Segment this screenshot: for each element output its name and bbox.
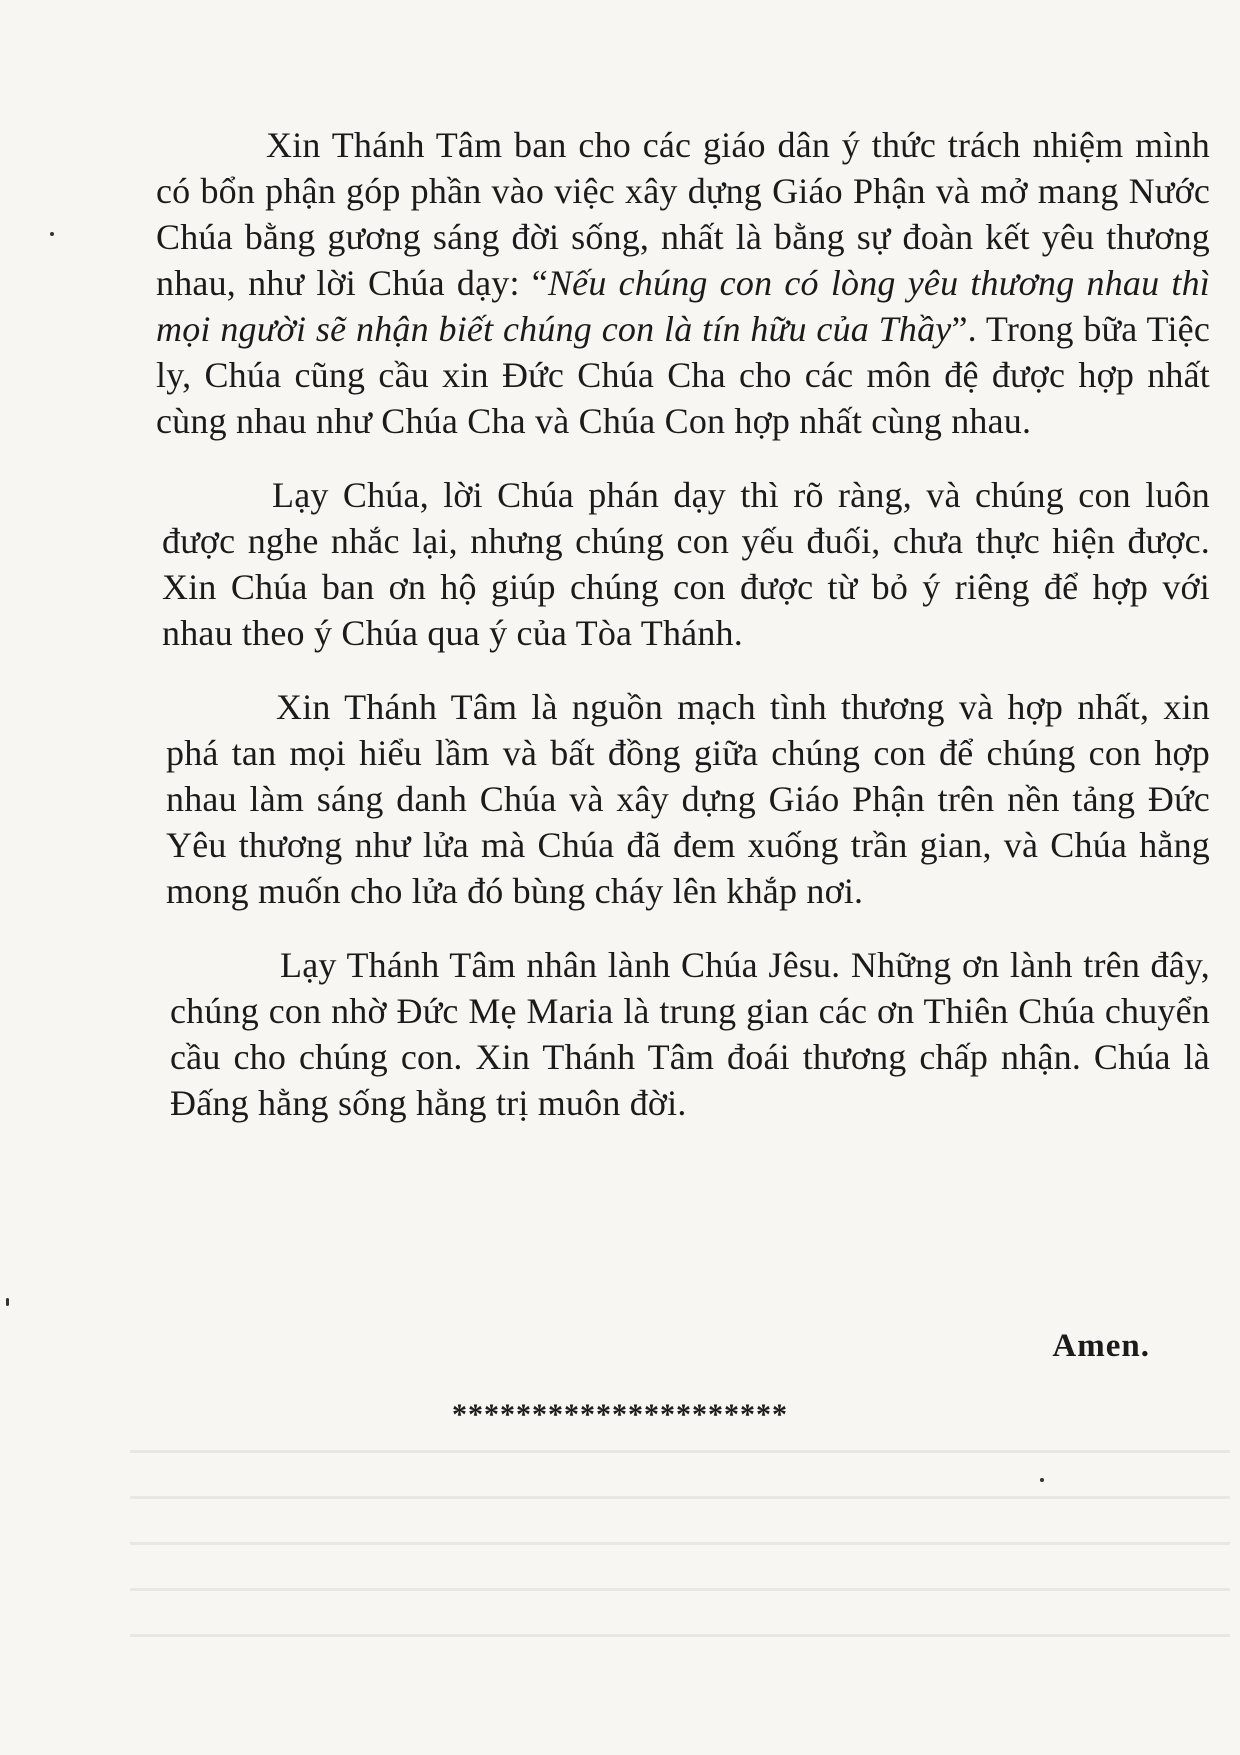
scan-speck (50, 232, 54, 236)
paragraph-1-text-end: ”. Trong bữa Tiệc ly, Chúa cũng cầu xin Đức Chúa Cha cho các môn đệ được hợp nhất cùng nhau như Chúa Cha và Chúa Con hợp nhất cùng nhau. (156, 309, 1210, 441)
asterisk-divider: ********************* (452, 1398, 788, 1431)
scan-speck (1040, 1478, 1044, 1482)
paragraph-4: Lạy Thánh Tâm nhân lành Chúa Jêsu. Những ơn lành trên đây, chúng con nhờ Đức Mẹ Maria là trung gian các ơn Thiên Chúa chuyển cầu cho chúng con. Xin Thánh Tâm đoái thương chấp nhận. Chúa là Đấng hằng sống hằng trị muôn đời. (170, 945, 1210, 1123)
paragraph-3: Xin Thánh Tâm là nguồn mạch tình thương và hợp nhất, xin phá tan mọi hiểu lầm và bất đồng giữa chúng con để chúng con hợp nhau làm sáng danh Chúa và xây dựng Giáo Phận trên nền tảng Đức Yêu thương như lửa mà Chúa đã đem xuống trần gian, và Chúa hằng mong muốn cho lửa đó bùng cháy lên khắp nơi. (166, 687, 1210, 911)
scripture-quote: Nếu chúng con có lòng yêu thương nhau thì mọi người sẽ nhận biết chúng con là tín hữu của Thầy (156, 263, 1210, 349)
closing-amen: Amen. (1052, 1328, 1150, 1364)
paragraph-1-text: Xin Thánh Tâm ban cho các giáo dân ý thức trách nhiệm mình có bổn phận góp phần vào việc xây dựng Giáo Phận và mở mang Nước Chúa bằng gương sáng đời sống, nhất là bằng sự đoàn kết yêu thương nhau, như lời Chúa dạy: “ (156, 125, 1210, 303)
scan-speck (6, 1298, 9, 1306)
show-through-background (130, 1450, 1230, 1680)
prayer-text-block (156, 122, 1210, 1126)
paragraph-2: Lạy Chúa, lời Chúa phán dạy thì rõ ràng, và chúng con luôn được nghe nhắc lại, nhưng chúng con yếu đuối, chưa thực hiện được. Xin Chúa ban ơn hộ giúp chúng con được từ bỏ ý riêng để hợp với nhau theo ý Chúa qua ý của Tòa Thánh. (162, 475, 1210, 653)
paragraph-1 (156, 122, 1210, 444)
